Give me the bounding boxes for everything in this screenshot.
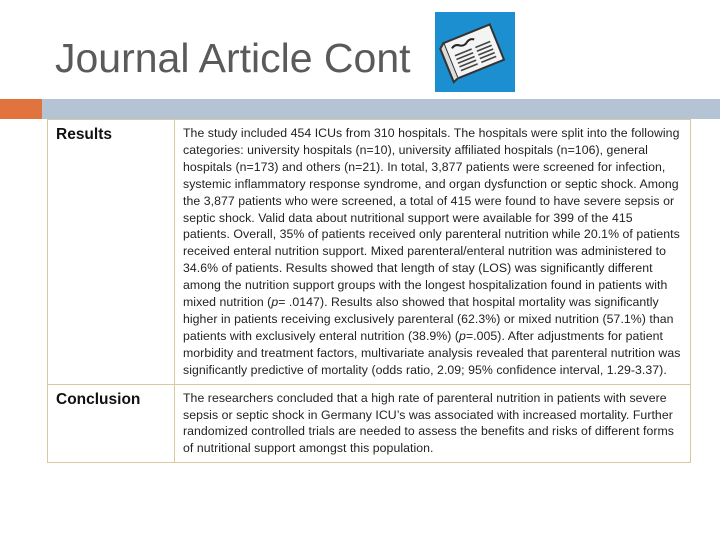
results-label: Results: [48, 120, 175, 385]
newspaper-icon: [435, 12, 515, 92]
table-row-results: [48, 120, 691, 385]
conclusion-text: The researchers concluded that a high rate of parenteral nutrition in patients with severe sepsis or septic shock in Germany ICU’s was associated with increased mortality. Further randomized controlled trials are needed to assess the benefits and risks of different forms of nutritional support amongst this population.: [175, 384, 691, 463]
accent-bar-blue: [42, 99, 720, 119]
conclusion-label: Conclusion: [48, 384, 175, 463]
article-table: [47, 119, 691, 463]
results-text: The study included 454 ICUs from 310 hospitals. The hospitals were split into the following categories: university hospitals (n=10), university affiliated hospitals (n=106), general hospitals (n=173) and others (n=21). In total, 3,877 patients were screened for infection, systemic inflammatory response syndrome, and organ dysfunction or septic shock. Among the 3,877 patients who were screened, a total of 415 were found to have severe sepsis or septic shock. Valid data about nutritional support were available for 399 of the 415 patients. Overall, 35% of patients received only parenteral nutrition while 20.1% of patients received enteral nutrition support. Mixed parenteral/enteral nutrition was administered to 34.6% of patients. Results showed that length of stay (LOS) was significantly different among the nutrition support groups with the longest hospitalization found in patients with mixed nutrition (p= .0147). Results also showed that hospital mortality was significantly higher in patients receiving exclusively parenteral (62.3%) or mixed nutrition (57.1%) than patients with exclusively enteral nutrition (38.9%) (p=.005). After adjustments for patient morbidity and treatment factors, multivariate analysis revealed that parenteral nutrition was significantly predictive of mortality (odds ratio, 2.09; 95% confidence interval, 1.29-3.37).: [175, 120, 691, 385]
accent-bar-orange: [0, 99, 42, 119]
table-row-conclusion: [48, 384, 691, 463]
slide-title: Journal Article Cont: [55, 35, 411, 81]
